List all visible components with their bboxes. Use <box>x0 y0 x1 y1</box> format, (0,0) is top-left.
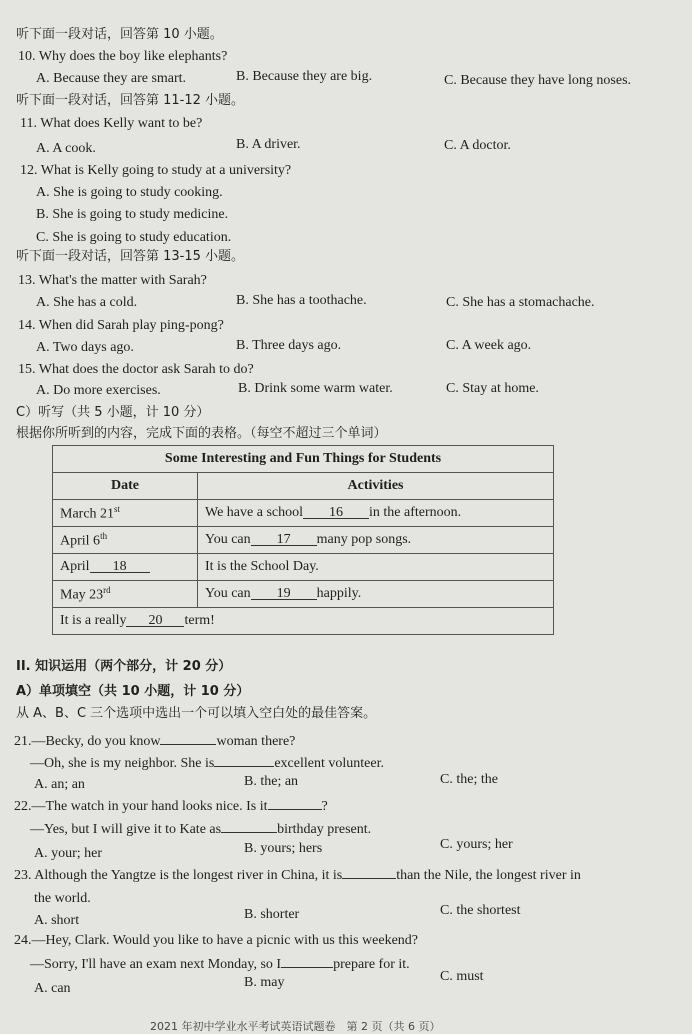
question-21 <box>14 731 295 750</box>
activity-text-end: in the afternoon. <box>369 505 462 520</box>
q14-option-c: C. A week ago. <box>446 338 532 353</box>
q15-option-a: A. Do more exercises. <box>36 383 161 398</box>
answer-blank-17[interactable]: 17 <box>251 532 317 546</box>
q12-option-b: B. She is going to study medicine. <box>36 207 229 222</box>
date-cell <box>53 581 198 608</box>
q11-option-c: C. A doctor. <box>444 138 511 153</box>
activity-text: You can <box>205 586 251 601</box>
q24-option-a: A. can <box>34 981 71 996</box>
fill-in-table <box>52 445 554 635</box>
question-14: 14. When did Sarah play ping-pong? <box>18 318 224 333</box>
table-title: Some Interesting and Fun Things for Students <box>53 446 554 473</box>
q24-option-b: B. may <box>244 975 285 990</box>
date-suffix: st <box>114 503 121 514</box>
section-a-instruction: 从 A、B、C 三个选项中选出一个可以填入空白处的最佳答案。 <box>16 706 377 721</box>
activity-text: You can <box>205 532 251 547</box>
q15-option-c: C. Stay at home. <box>446 381 539 396</box>
q12-option-a: A. She is going to study cooking. <box>36 185 223 200</box>
date-text: April 6 <box>60 533 101 549</box>
q22-line-2 <box>30 819 371 838</box>
table-row <box>53 500 554 527</box>
question-23 <box>14 865 581 884</box>
activity-cell: It is the School Day. <box>198 554 554 581</box>
q23-option-b: B. shorter <box>244 907 300 922</box>
activity-text: We have a school <box>205 505 303 520</box>
q21-line-2 <box>30 753 384 772</box>
q10-option-c: C. Because they have long noses. <box>444 73 632 88</box>
q21-option-a: A. an; an <box>34 777 85 792</box>
date-suffix: th <box>100 530 108 541</box>
activity-cell <box>198 527 554 554</box>
q21-blank-1[interactable] <box>160 731 216 745</box>
q21-blank-2[interactable] <box>214 753 274 767</box>
date-text: March 21 <box>60 506 115 522</box>
q22-blank-2[interactable] <box>221 819 277 833</box>
q23-text: 23. Although the Yangtze is the longest river in China, it is <box>14 868 343 883</box>
table-row <box>53 527 554 554</box>
q11-option-a: A. A cook. <box>36 141 96 156</box>
q23-line-2: the world. <box>34 891 91 906</box>
date-text: May 23 <box>60 587 104 603</box>
summary-text-end: term! <box>184 613 215 628</box>
q22-option-b: B. yours; hers <box>244 841 323 856</box>
q22-text: 22.—The watch in your hand looks nice. Is it <box>14 799 268 814</box>
q23-text-end: than the Nile, the longest river in <box>396 868 581 883</box>
part-2-title: II. 知识运用（两个部分，计 20 分） <box>16 659 232 674</box>
column-header-activities: Activities <box>198 473 554 500</box>
q14-option-b: B. Three days ago. <box>236 338 342 353</box>
date-suffix: rd <box>103 584 111 595</box>
activity-text-end: happily. <box>316 586 362 601</box>
q22-blank-1[interactable] <box>268 796 322 810</box>
summary-text: It is a really <box>60 613 127 628</box>
q24-text: —Sorry, I'll have an exam next Monday, so I <box>30 957 282 972</box>
activity-cell <box>198 581 554 608</box>
q10-option-a: A. Because they are smart. <box>36 71 187 86</box>
question-13: 13. What's the matter with Sarah? <box>18 273 207 288</box>
page-footer: 2021 年初中学业水平考试英语试题卷 第 2 页（共 6 页） <box>150 1020 441 1033</box>
column-header-date: Date <box>53 473 198 500</box>
q11-option-b: B. A driver. <box>236 137 301 152</box>
q23-blank[interactable] <box>342 865 396 879</box>
dictation-section-title: C）听写（共 5 小题，计 10 分） <box>16 405 210 420</box>
question-11: 11. What does Kelly want to be? <box>20 116 203 131</box>
date-cell <box>53 500 198 527</box>
section-a-title: A）单项填空（共 10 小题，计 10 分） <box>16 684 250 699</box>
date-text: April <box>60 559 90 574</box>
q21-text: —Oh, she is my neighbor. She is <box>30 756 215 771</box>
answer-blank-16[interactable]: 16 <box>303 505 369 519</box>
date-cell <box>53 554 198 581</box>
q22-text: —Yes, but I will give it to Kate as <box>30 822 222 837</box>
q21-text-end: excellent volunteer. <box>274 756 384 771</box>
instruction-q13-15: 听下面一段对话，回答第 13-15 小题。 <box>16 249 245 264</box>
question-10: 10. Why does the boy like elephants? <box>18 49 228 64</box>
q15-option-b: B. Drink some warm water. <box>238 381 393 396</box>
question-12: 12. What is Kelly going to study at a university? <box>20 163 292 178</box>
q21-option-c: C. the; the <box>440 772 498 787</box>
instruction-q10: 听下面一段对话，回答第 10 小题。 <box>16 27 223 42</box>
q24-text-end: prepare for it. <box>333 957 410 972</box>
instruction-q11-12: 听下面一段对话，回答第 11-12 小题。 <box>16 93 245 108</box>
q14-option-a: A. Two days ago. <box>36 340 134 355</box>
answer-blank-19[interactable]: 19 <box>251 586 317 600</box>
q21-option-b: B. the; an <box>244 774 299 789</box>
activity-text-end: many pop songs. <box>316 532 412 547</box>
date-cell <box>53 527 198 554</box>
question-15: 15. What does the doctor ask Sarah to do? <box>18 362 254 377</box>
q22-text-end: ? <box>321 799 328 814</box>
q21-text: 21.—Becky, do you know <box>14 734 161 749</box>
answer-blank-18[interactable]: 18 <box>90 559 150 573</box>
activity-cell <box>198 500 554 527</box>
table-row <box>53 608 554 635</box>
q23-option-a: A. short <box>34 913 80 928</box>
answer-blank-20[interactable]: 20 <box>126 613 184 627</box>
q22-text-end: birthday present. <box>277 822 372 837</box>
table-row <box>53 554 554 581</box>
table-row <box>53 581 554 608</box>
q22-option-c: C. yours; her <box>440 837 513 852</box>
question-24: 24.—Hey, Clark. Would you like to have a picnic with us this weekend? <box>14 933 419 948</box>
q24-blank[interactable] <box>281 954 333 968</box>
q13-option-a: A. She has a cold. <box>36 295 138 310</box>
q24-line-2 <box>30 954 410 973</box>
q23-option-c: C. the shortest <box>440 903 521 918</box>
dictation-instruction: 根据你所听到的内容，完成下面的表格。（每空不超过三个单词） <box>16 426 387 441</box>
question-22 <box>14 796 328 815</box>
q13-option-c: C. She has a stomachache. <box>446 295 595 310</box>
q21-text-end: woman there? <box>216 734 296 749</box>
q12-option-c: C. She is going to study education. <box>36 230 232 245</box>
q13-option-b: B. She has a toothache. <box>236 293 367 308</box>
q22-option-a: A. your; her <box>34 846 103 861</box>
q24-option-c: C. must <box>440 969 484 984</box>
q10-option-b: B. Because they are big. <box>236 69 373 84</box>
summary-cell <box>53 608 554 635</box>
